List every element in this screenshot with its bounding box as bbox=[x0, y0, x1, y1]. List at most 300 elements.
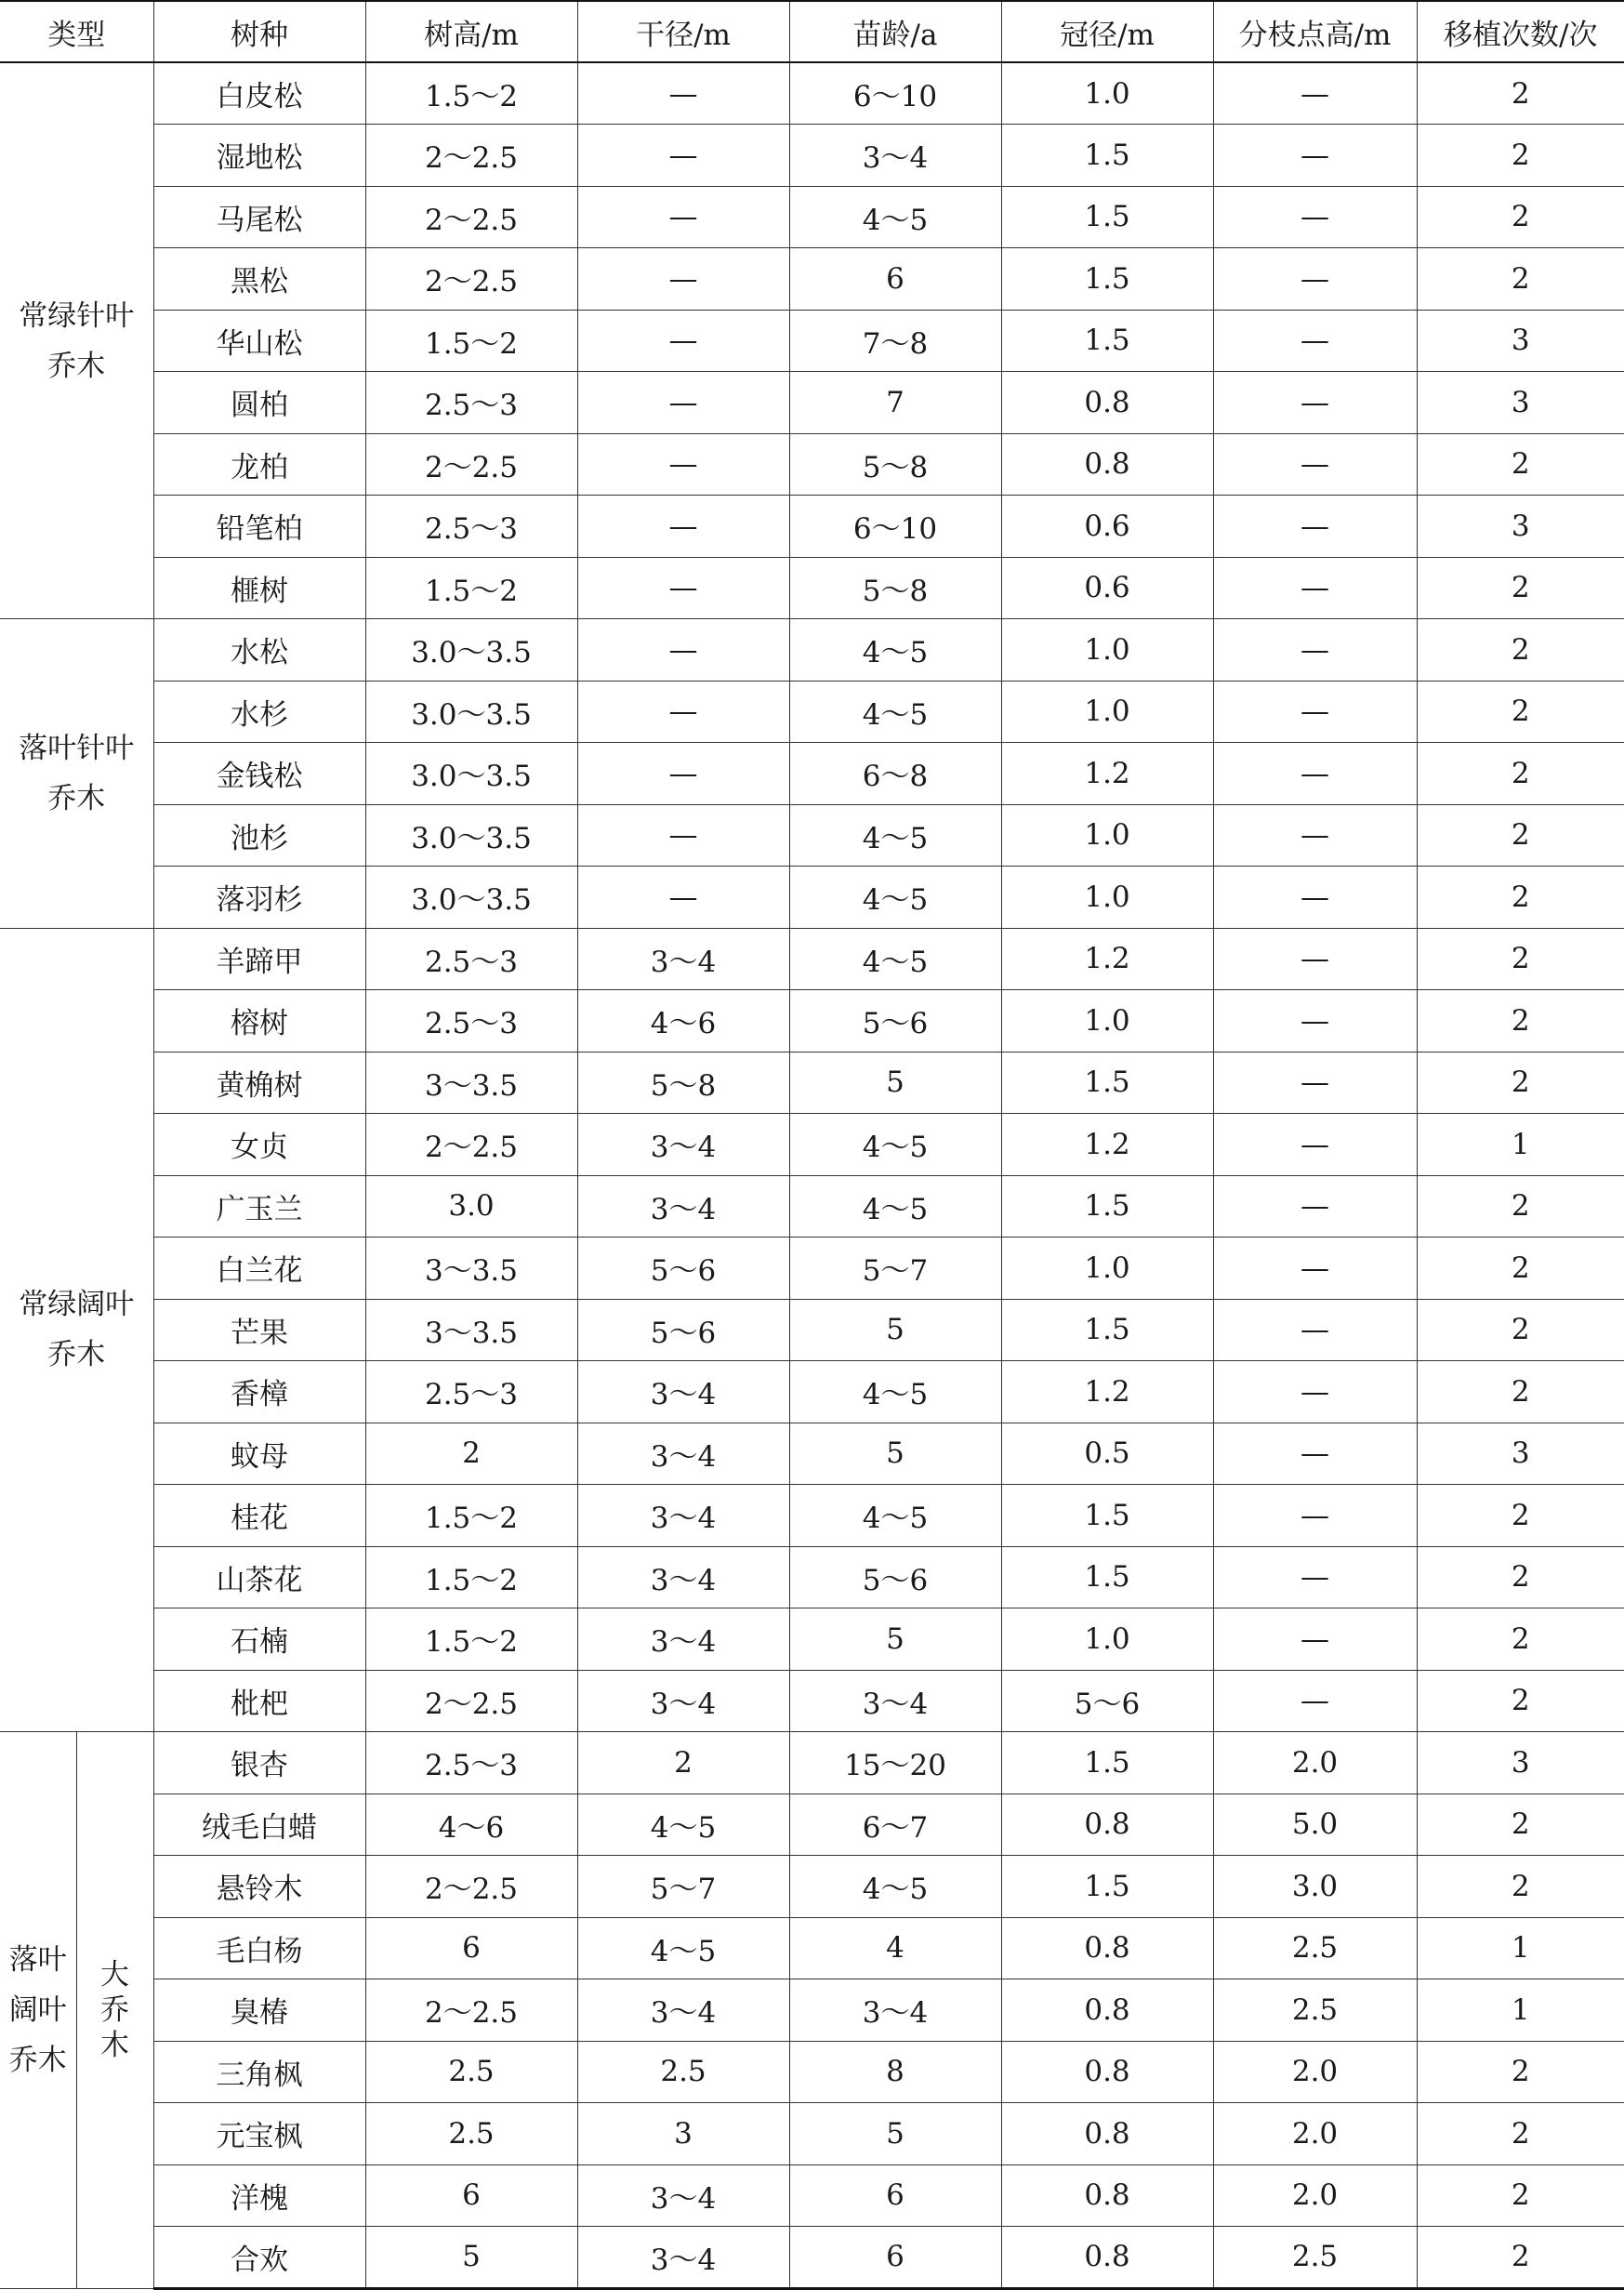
cell-transplant-count: 2 bbox=[1417, 1175, 1624, 1238]
cell-transplant-count: 3 bbox=[1417, 1732, 1624, 1794]
cell-crown-diameter: 1.5 bbox=[1001, 1485, 1213, 1547]
cell-crown-diameter: 0.8 bbox=[1001, 433, 1213, 496]
cell-crown-diameter: 0.6 bbox=[1001, 557, 1213, 619]
cell-seedling-age: 3～4 bbox=[789, 125, 1001, 187]
cell-species: 香樟 bbox=[153, 1361, 365, 1423]
cell-height: 3.0～3.5 bbox=[365, 681, 577, 743]
cell-transplant-count: 2 bbox=[1417, 433, 1624, 496]
cell-transplant-count: 2 bbox=[1417, 1485, 1624, 1547]
cell-transplant-count: 2 bbox=[1417, 2041, 1624, 2103]
cell-height: 2～2.5 bbox=[365, 248, 577, 311]
cell-seedling-age: 3～4 bbox=[789, 1979, 1001, 2042]
header-cell-type: 类型 bbox=[0, 1, 153, 62]
cell-species: 黑松 bbox=[153, 248, 365, 311]
table-row bbox=[0, 1423, 1624, 1485]
cell-height: 3.0 bbox=[365, 1175, 577, 1238]
subcategory-label-line: 木 bbox=[100, 2028, 129, 2062]
table-row bbox=[0, 496, 1624, 558]
cell-transplant-count: 2 bbox=[1417, 928, 1624, 990]
cell-height: 1.5～2 bbox=[365, 1608, 577, 1671]
cell-branch-height: — bbox=[1213, 619, 1417, 682]
cell-crown-diameter: 0.8 bbox=[1001, 1794, 1213, 1856]
cell-species: 羊蹄甲 bbox=[153, 928, 365, 990]
cell-seedling-age: 5 bbox=[789, 1423, 1001, 1485]
cell-trunk-diameter: 5～6 bbox=[577, 1238, 789, 1300]
cell-crown-diameter: 1.0 bbox=[1001, 681, 1213, 743]
cell-crown-diameter: 0.5 bbox=[1001, 1423, 1213, 1485]
cell-trunk-diameter: — bbox=[577, 186, 789, 248]
subcategory-cell bbox=[76, 1732, 153, 2289]
cell-transplant-count: 2 bbox=[1417, 743, 1624, 805]
cell-branch-height: — bbox=[1213, 1546, 1417, 1608]
cell-species: 白兰花 bbox=[153, 1238, 365, 1300]
category-label-line: 乔木 bbox=[47, 349, 106, 383]
cell-crown-diameter: 1.0 bbox=[1001, 804, 1213, 867]
cell-height: 1.5～2 bbox=[365, 1546, 577, 1608]
cell-trunk-diameter: 3～4 bbox=[577, 2164, 789, 2227]
cell-crown-diameter: 1.5 bbox=[1001, 1856, 1213, 1918]
cell-species: 池杉 bbox=[153, 804, 365, 867]
cell-species: 银杏 bbox=[153, 1732, 365, 1794]
cell-trunk-diameter: 3～4 bbox=[577, 1114, 789, 1176]
cell-transplant-count: 2 bbox=[1417, 804, 1624, 867]
cell-crown-diameter: 1.5 bbox=[1001, 125, 1213, 187]
cell-seedling-age: 4～5 bbox=[789, 1361, 1001, 1423]
cell-branch-height: — bbox=[1213, 867, 1417, 929]
cell-height: 3.0～3.5 bbox=[365, 867, 577, 929]
cell-species: 芒果 bbox=[153, 1299, 365, 1361]
cell-seedling-age: 6 bbox=[789, 2227, 1001, 2289]
cell-species: 黄桷树 bbox=[153, 1052, 365, 1114]
table-row bbox=[0, 125, 1624, 187]
table-row bbox=[0, 681, 1624, 743]
cell-trunk-diameter: — bbox=[577, 681, 789, 743]
cell-seedling-age: 4～5 bbox=[789, 1485, 1001, 1547]
cell-transplant-count: 2 bbox=[1417, 62, 1624, 125]
cell-branch-height: 2.0 bbox=[1213, 2164, 1417, 2227]
header-cell-transplant-count: 移植次数/次 bbox=[1417, 1, 1624, 62]
cell-trunk-diameter: — bbox=[577, 310, 789, 372]
cell-seedling-age: 6～10 bbox=[789, 496, 1001, 558]
cell-seedling-age: 5 bbox=[789, 1052, 1001, 1114]
table-row bbox=[0, 1485, 1624, 1547]
cell-transplant-count: 2 bbox=[1417, 619, 1624, 682]
cell-trunk-diameter: — bbox=[577, 804, 789, 867]
cell-species: 金钱松 bbox=[153, 743, 365, 805]
cell-seedling-age: 5～8 bbox=[789, 433, 1001, 496]
category-cell bbox=[0, 928, 153, 1732]
cell-height: 2～2.5 bbox=[365, 433, 577, 496]
cell-trunk-diameter: — bbox=[577, 125, 789, 187]
cell-seedling-age: 4～5 bbox=[789, 1175, 1001, 1238]
cell-trunk-diameter: — bbox=[577, 619, 789, 682]
cell-height: 2～2.5 bbox=[365, 1979, 577, 2042]
cell-crown-diameter: 1.2 bbox=[1001, 743, 1213, 805]
cell-crown-diameter: 0.8 bbox=[1001, 1979, 1213, 2042]
cell-trunk-diameter: 3～4 bbox=[577, 1175, 789, 1238]
table-row bbox=[0, 1979, 1624, 2042]
cell-transplant-count: 2 bbox=[1417, 125, 1624, 187]
cell-height: 2.5～3 bbox=[365, 928, 577, 990]
table-row bbox=[0, 928, 1624, 990]
cell-branch-height: — bbox=[1213, 743, 1417, 805]
cell-branch-height: — bbox=[1213, 310, 1417, 372]
cell-crown-diameter: 0.8 bbox=[1001, 1917, 1213, 1979]
cell-species: 圆柏 bbox=[153, 372, 365, 434]
cell-trunk-diameter: 3～4 bbox=[577, 1423, 789, 1485]
header-cell-branch-height: 分枝点高/m bbox=[1213, 1, 1417, 62]
table-row bbox=[0, 1670, 1624, 1732]
cell-trunk-diameter: 4～5 bbox=[577, 1794, 789, 1856]
cell-height: 2～2.5 bbox=[365, 186, 577, 248]
cell-seedling-age: 5 bbox=[789, 2103, 1001, 2165]
cell-species: 榧树 bbox=[153, 557, 365, 619]
cell-transplant-count: 2 bbox=[1417, 186, 1624, 248]
header-cell-trunk-diameter: 干径/m bbox=[577, 1, 789, 62]
cell-branch-height: 2.0 bbox=[1213, 2041, 1417, 2103]
cell-branch-height: 2.5 bbox=[1213, 1979, 1417, 2042]
cell-species: 落羽杉 bbox=[153, 867, 365, 929]
cell-transplant-count: 2 bbox=[1417, 990, 1624, 1052]
cell-species: 山茶花 bbox=[153, 1546, 365, 1608]
header-cell-crown-diameter: 冠径/m bbox=[1001, 1, 1213, 62]
cell-trunk-diameter: 3～4 bbox=[577, 1361, 789, 1423]
table-row bbox=[0, 433, 1624, 496]
table-row bbox=[0, 2103, 1624, 2165]
cell-seedling-age: 4～5 bbox=[789, 186, 1001, 248]
cell-trunk-diameter: 2.5 bbox=[577, 2041, 789, 2103]
cell-trunk-diameter: — bbox=[577, 433, 789, 496]
cell-transplant-count: 2 bbox=[1417, 557, 1624, 619]
cell-trunk-diameter: 5～8 bbox=[577, 1052, 789, 1114]
category-label-line: 阔叶 bbox=[8, 1992, 67, 2027]
cell-species: 华山松 bbox=[153, 310, 365, 372]
cell-branch-height: — bbox=[1213, 433, 1417, 496]
cell-crown-diameter: 1.0 bbox=[1001, 867, 1213, 929]
cell-transplant-count: 3 bbox=[1417, 496, 1624, 558]
cell-seedling-age: 4～5 bbox=[789, 867, 1001, 929]
category-label-line: 乔木 bbox=[8, 2043, 67, 2077]
cell-seedling-age: 6 bbox=[789, 2164, 1001, 2227]
cell-species: 悬铃木 bbox=[153, 1856, 365, 1918]
cell-branch-height: — bbox=[1213, 186, 1417, 248]
cell-branch-height: 2.0 bbox=[1213, 1732, 1417, 1794]
cell-seedling-age: 6～10 bbox=[789, 62, 1001, 125]
cell-crown-diameter: 0.8 bbox=[1001, 2227, 1213, 2289]
cell-height: 3～3.5 bbox=[365, 1052, 577, 1114]
cell-trunk-diameter: 3～4 bbox=[577, 2227, 789, 2289]
category-label-line: 落叶 bbox=[8, 1942, 67, 1977]
cell-branch-height: — bbox=[1213, 62, 1417, 125]
subcategory-label-line: 乔 bbox=[100, 1992, 129, 2027]
cell-trunk-diameter: 3～4 bbox=[577, 1979, 789, 2042]
cell-transplant-count: 2 bbox=[1417, 2227, 1624, 2289]
cell-transplant-count: 2 bbox=[1417, 248, 1624, 311]
cell-trunk-diameter: — bbox=[577, 372, 789, 434]
category-label-line: 乔木 bbox=[47, 1338, 106, 1372]
cell-species: 龙柏 bbox=[153, 433, 365, 496]
cell-seedling-age: 4～5 bbox=[789, 804, 1001, 867]
cell-crown-diameter: 1.5 bbox=[1001, 1546, 1213, 1608]
cell-branch-height: 2.5 bbox=[1213, 2227, 1417, 2289]
cell-trunk-diameter: 4～5 bbox=[577, 1917, 789, 1979]
cell-seedling-age: 6 bbox=[789, 248, 1001, 311]
cell-trunk-diameter: 3～4 bbox=[577, 1670, 789, 1732]
cell-transplant-count: 2 bbox=[1417, 1361, 1624, 1423]
cell-branch-height: — bbox=[1213, 1670, 1417, 1732]
cell-transplant-count: 2 bbox=[1417, 1299, 1624, 1361]
cell-transplant-count: 1 bbox=[1417, 1917, 1624, 1979]
cell-height: 5 bbox=[365, 2227, 577, 2289]
cell-height: 6 bbox=[365, 2164, 577, 2227]
category-cell bbox=[0, 62, 153, 619]
cell-branch-height: — bbox=[1213, 1361, 1417, 1423]
table-row bbox=[0, 1175, 1624, 1238]
cell-crown-diameter: 1.0 bbox=[1001, 1238, 1213, 1300]
cell-species: 桂花 bbox=[153, 1485, 365, 1547]
cell-crown-diameter: 1.2 bbox=[1001, 1114, 1213, 1176]
cell-branch-height: — bbox=[1213, 1052, 1417, 1114]
cell-height: 1.5～2 bbox=[365, 557, 577, 619]
table-row bbox=[0, 1052, 1624, 1114]
cell-transplant-count: 1 bbox=[1417, 1979, 1624, 2042]
cell-height: 4～6 bbox=[365, 1794, 577, 1856]
cell-branch-height: — bbox=[1213, 496, 1417, 558]
cell-seedling-age: 7～8 bbox=[789, 310, 1001, 372]
cell-transplant-count: 1 bbox=[1417, 1114, 1624, 1176]
cell-crown-diameter: 1.0 bbox=[1001, 990, 1213, 1052]
table-row bbox=[0, 186, 1624, 248]
table-row bbox=[0, 1299, 1624, 1361]
cell-height: 3.0～3.5 bbox=[365, 743, 577, 805]
cell-trunk-diameter: 3 bbox=[577, 2103, 789, 2165]
cell-branch-height: — bbox=[1213, 681, 1417, 743]
cell-height: 2.5～3 bbox=[365, 496, 577, 558]
cell-height: 2.5～3 bbox=[365, 1732, 577, 1794]
cell-height: 2.5～3 bbox=[365, 372, 577, 434]
cell-branch-height: — bbox=[1213, 1485, 1417, 1547]
cell-trunk-diameter: 3～4 bbox=[577, 1546, 789, 1608]
cell-crown-diameter: 0.8 bbox=[1001, 2164, 1213, 2227]
cell-seedling-age: 7 bbox=[789, 372, 1001, 434]
cell-crown-diameter: 0.8 bbox=[1001, 372, 1213, 434]
cell-transplant-count: 2 bbox=[1417, 867, 1624, 929]
cell-transplant-count: 2 bbox=[1417, 1856, 1624, 1918]
cell-branch-height: — bbox=[1213, 990, 1417, 1052]
cell-trunk-diameter: — bbox=[577, 248, 789, 311]
cell-species: 水杉 bbox=[153, 681, 365, 743]
table-row bbox=[0, 2041, 1624, 2103]
cell-crown-diameter: 1.5 bbox=[1001, 1052, 1213, 1114]
cell-height: 2～2.5 bbox=[365, 1670, 577, 1732]
table-row bbox=[0, 804, 1624, 867]
cell-branch-height: 3.0 bbox=[1213, 1856, 1417, 1918]
cell-crown-diameter: 1.2 bbox=[1001, 928, 1213, 990]
table-row bbox=[0, 248, 1624, 311]
cell-branch-height: — bbox=[1213, 1114, 1417, 1176]
cell-height: 2～2.5 bbox=[365, 125, 577, 187]
cell-height: 2.5～3 bbox=[365, 990, 577, 1052]
cell-crown-diameter: 1.0 bbox=[1001, 62, 1213, 125]
cell-branch-height: — bbox=[1213, 1423, 1417, 1485]
table-row bbox=[0, 619, 1624, 682]
table-row bbox=[0, 372, 1624, 434]
cell-branch-height: — bbox=[1213, 248, 1417, 311]
cell-species: 合欢 bbox=[153, 2227, 365, 2289]
cell-crown-diameter: 1.5 bbox=[1001, 1299, 1213, 1361]
cell-species: 洋槐 bbox=[153, 2164, 365, 2227]
cell-seedling-age: 15～20 bbox=[789, 1732, 1001, 1794]
cell-species: 广玉兰 bbox=[153, 1175, 365, 1238]
cell-species: 石楠 bbox=[153, 1608, 365, 1671]
cell-seedling-age: 4～5 bbox=[789, 1114, 1001, 1176]
cell-height: 2～2.5 bbox=[365, 1114, 577, 1176]
table-row bbox=[0, 743, 1624, 805]
cell-transplant-count: 3 bbox=[1417, 372, 1624, 434]
cell-trunk-diameter: 3～4 bbox=[577, 928, 789, 990]
cell-branch-height: — bbox=[1213, 125, 1417, 187]
cell-crown-diameter: 1.5 bbox=[1001, 1175, 1213, 1238]
cell-branch-height: 2.5 bbox=[1213, 1917, 1417, 1979]
cell-branch-height: — bbox=[1213, 928, 1417, 990]
cell-trunk-diameter: — bbox=[577, 867, 789, 929]
cell-seedling-age: 4 bbox=[789, 1917, 1001, 1979]
table-row bbox=[0, 1608, 1624, 1671]
cell-height: 3.0～3.5 bbox=[365, 619, 577, 682]
table-row bbox=[0, 2227, 1624, 2289]
cell-species: 绒毛白蜡 bbox=[153, 1794, 365, 1856]
cell-branch-height: — bbox=[1213, 557, 1417, 619]
table-row bbox=[0, 62, 1624, 125]
header-cell-species: 树种 bbox=[153, 1, 365, 62]
cell-height: 2.5 bbox=[365, 2103, 577, 2165]
cell-seedling-age: 4～5 bbox=[789, 928, 1001, 990]
category-cell bbox=[0, 1732, 76, 2289]
cell-crown-diameter: 1.0 bbox=[1001, 1608, 1213, 1671]
cell-seedling-age: 8 bbox=[789, 2041, 1001, 2103]
cell-crown-diameter: 1.5 bbox=[1001, 248, 1213, 311]
cell-branch-height: 2.0 bbox=[1213, 2103, 1417, 2165]
cell-crown-diameter: 1.2 bbox=[1001, 1361, 1213, 1423]
table-row bbox=[0, 557, 1624, 619]
cell-seedling-age: 4～5 bbox=[789, 619, 1001, 682]
cell-transplant-count: 2 bbox=[1417, 1608, 1624, 1671]
cell-trunk-diameter: — bbox=[577, 557, 789, 619]
cell-transplant-count: 2 bbox=[1417, 1052, 1624, 1114]
table-row bbox=[0, 1732, 1624, 1794]
cell-species: 枇杷 bbox=[153, 1670, 365, 1732]
table-body bbox=[0, 62, 1624, 2288]
category-label-line: 落叶针叶 bbox=[19, 731, 135, 765]
cell-species: 臭椿 bbox=[153, 1979, 365, 2042]
cell-crown-diameter: 1.5 bbox=[1001, 310, 1213, 372]
cell-height: 1.5～2 bbox=[365, 62, 577, 125]
cell-species: 水松 bbox=[153, 619, 365, 682]
category-label-line: 常绿阔叶 bbox=[19, 1288, 135, 1322]
cell-trunk-diameter: 3～4 bbox=[577, 1608, 789, 1671]
cell-trunk-diameter: 5～7 bbox=[577, 1856, 789, 1918]
cell-height: 3～3.5 bbox=[365, 1238, 577, 1300]
table-row bbox=[0, 310, 1624, 372]
cell-species: 女贞 bbox=[153, 1114, 365, 1176]
cell-transplant-count: 2 bbox=[1417, 1670, 1624, 1732]
cell-height: 3.0～3.5 bbox=[365, 804, 577, 867]
cell-transplant-count: 2 bbox=[1417, 2164, 1624, 2227]
cell-transplant-count: 2 bbox=[1417, 1794, 1624, 1856]
table-row bbox=[0, 1546, 1624, 1608]
cell-transplant-count: 2 bbox=[1417, 1238, 1624, 1300]
cell-seedling-age: 5 bbox=[789, 1299, 1001, 1361]
cell-height: 3～3.5 bbox=[365, 1299, 577, 1361]
cell-height: 1.5～2 bbox=[365, 310, 577, 372]
cell-species: 马尾松 bbox=[153, 186, 365, 248]
cell-seedling-age: 3～4 bbox=[789, 1670, 1001, 1732]
cell-transplant-count: 2 bbox=[1417, 1546, 1624, 1608]
cell-species: 三角枫 bbox=[153, 2041, 365, 2103]
cell-branch-height: — bbox=[1213, 372, 1417, 434]
cell-height: 6 bbox=[365, 1917, 577, 1979]
cell-trunk-diameter: — bbox=[577, 62, 789, 125]
table-row bbox=[0, 867, 1624, 929]
cell-species: 蚊母 bbox=[153, 1423, 365, 1485]
cell-crown-diameter: 1.5 bbox=[1001, 186, 1213, 248]
cell-trunk-diameter: 2 bbox=[577, 1732, 789, 1794]
cell-height: 1.5～2 bbox=[365, 1485, 577, 1547]
cell-transplant-count: 3 bbox=[1417, 1423, 1624, 1485]
cell-branch-height: — bbox=[1213, 1238, 1417, 1300]
header-cell-height: 树高/m bbox=[365, 1, 577, 62]
cell-branch-height: — bbox=[1213, 804, 1417, 867]
table-row bbox=[0, 1794, 1624, 1856]
cell-seedling-age: 4～5 bbox=[789, 681, 1001, 743]
cell-seedling-age: 5～8 bbox=[789, 557, 1001, 619]
cell-species: 白皮松 bbox=[153, 62, 365, 125]
cell-trunk-diameter: 4～6 bbox=[577, 990, 789, 1052]
cell-species: 元宝枫 bbox=[153, 2103, 365, 2165]
table-row bbox=[0, 1361, 1624, 1423]
table-row bbox=[0, 1856, 1624, 1918]
cell-branch-height: — bbox=[1213, 1175, 1417, 1238]
cell-species: 铅笔柏 bbox=[153, 496, 365, 558]
cell-height: 2.5 bbox=[365, 2041, 577, 2103]
cell-trunk-diameter: — bbox=[577, 496, 789, 558]
cell-seedling-age: 6～7 bbox=[789, 1794, 1001, 1856]
table-row bbox=[0, 1238, 1624, 1300]
cell-trunk-diameter: — bbox=[577, 743, 789, 805]
table-row bbox=[0, 990, 1624, 1052]
cell-seedling-age: 5～6 bbox=[789, 1546, 1001, 1608]
table-row bbox=[0, 1917, 1624, 1979]
cell-height: 2～2.5 bbox=[365, 1856, 577, 1918]
cell-crown-diameter: 1.5 bbox=[1001, 1732, 1213, 1794]
cell-transplant-count: 3 bbox=[1417, 310, 1624, 372]
cell-species: 湿地松 bbox=[153, 125, 365, 187]
cell-species: 榕树 bbox=[153, 990, 365, 1052]
category-label-line: 乔木 bbox=[47, 781, 106, 815]
cell-trunk-diameter: 3～4 bbox=[577, 1485, 789, 1547]
subcategory-label-line: 大 bbox=[100, 1957, 129, 1992]
cell-height: 2.5～3 bbox=[365, 1361, 577, 1423]
cell-crown-diameter: 5～6 bbox=[1001, 1670, 1213, 1732]
cell-crown-diameter: 0.8 bbox=[1001, 2103, 1213, 2165]
cell-seedling-age: 6～8 bbox=[789, 743, 1001, 805]
cell-branch-height: 5.0 bbox=[1213, 1794, 1417, 1856]
table-row bbox=[0, 1114, 1624, 1176]
category-label-line: 常绿针叶 bbox=[19, 298, 135, 333]
cell-transplant-count: 2 bbox=[1417, 681, 1624, 743]
cell-seedling-age: 5～7 bbox=[789, 1238, 1001, 1300]
header-cell-seedling-age: 苗龄/a bbox=[789, 1, 1001, 62]
